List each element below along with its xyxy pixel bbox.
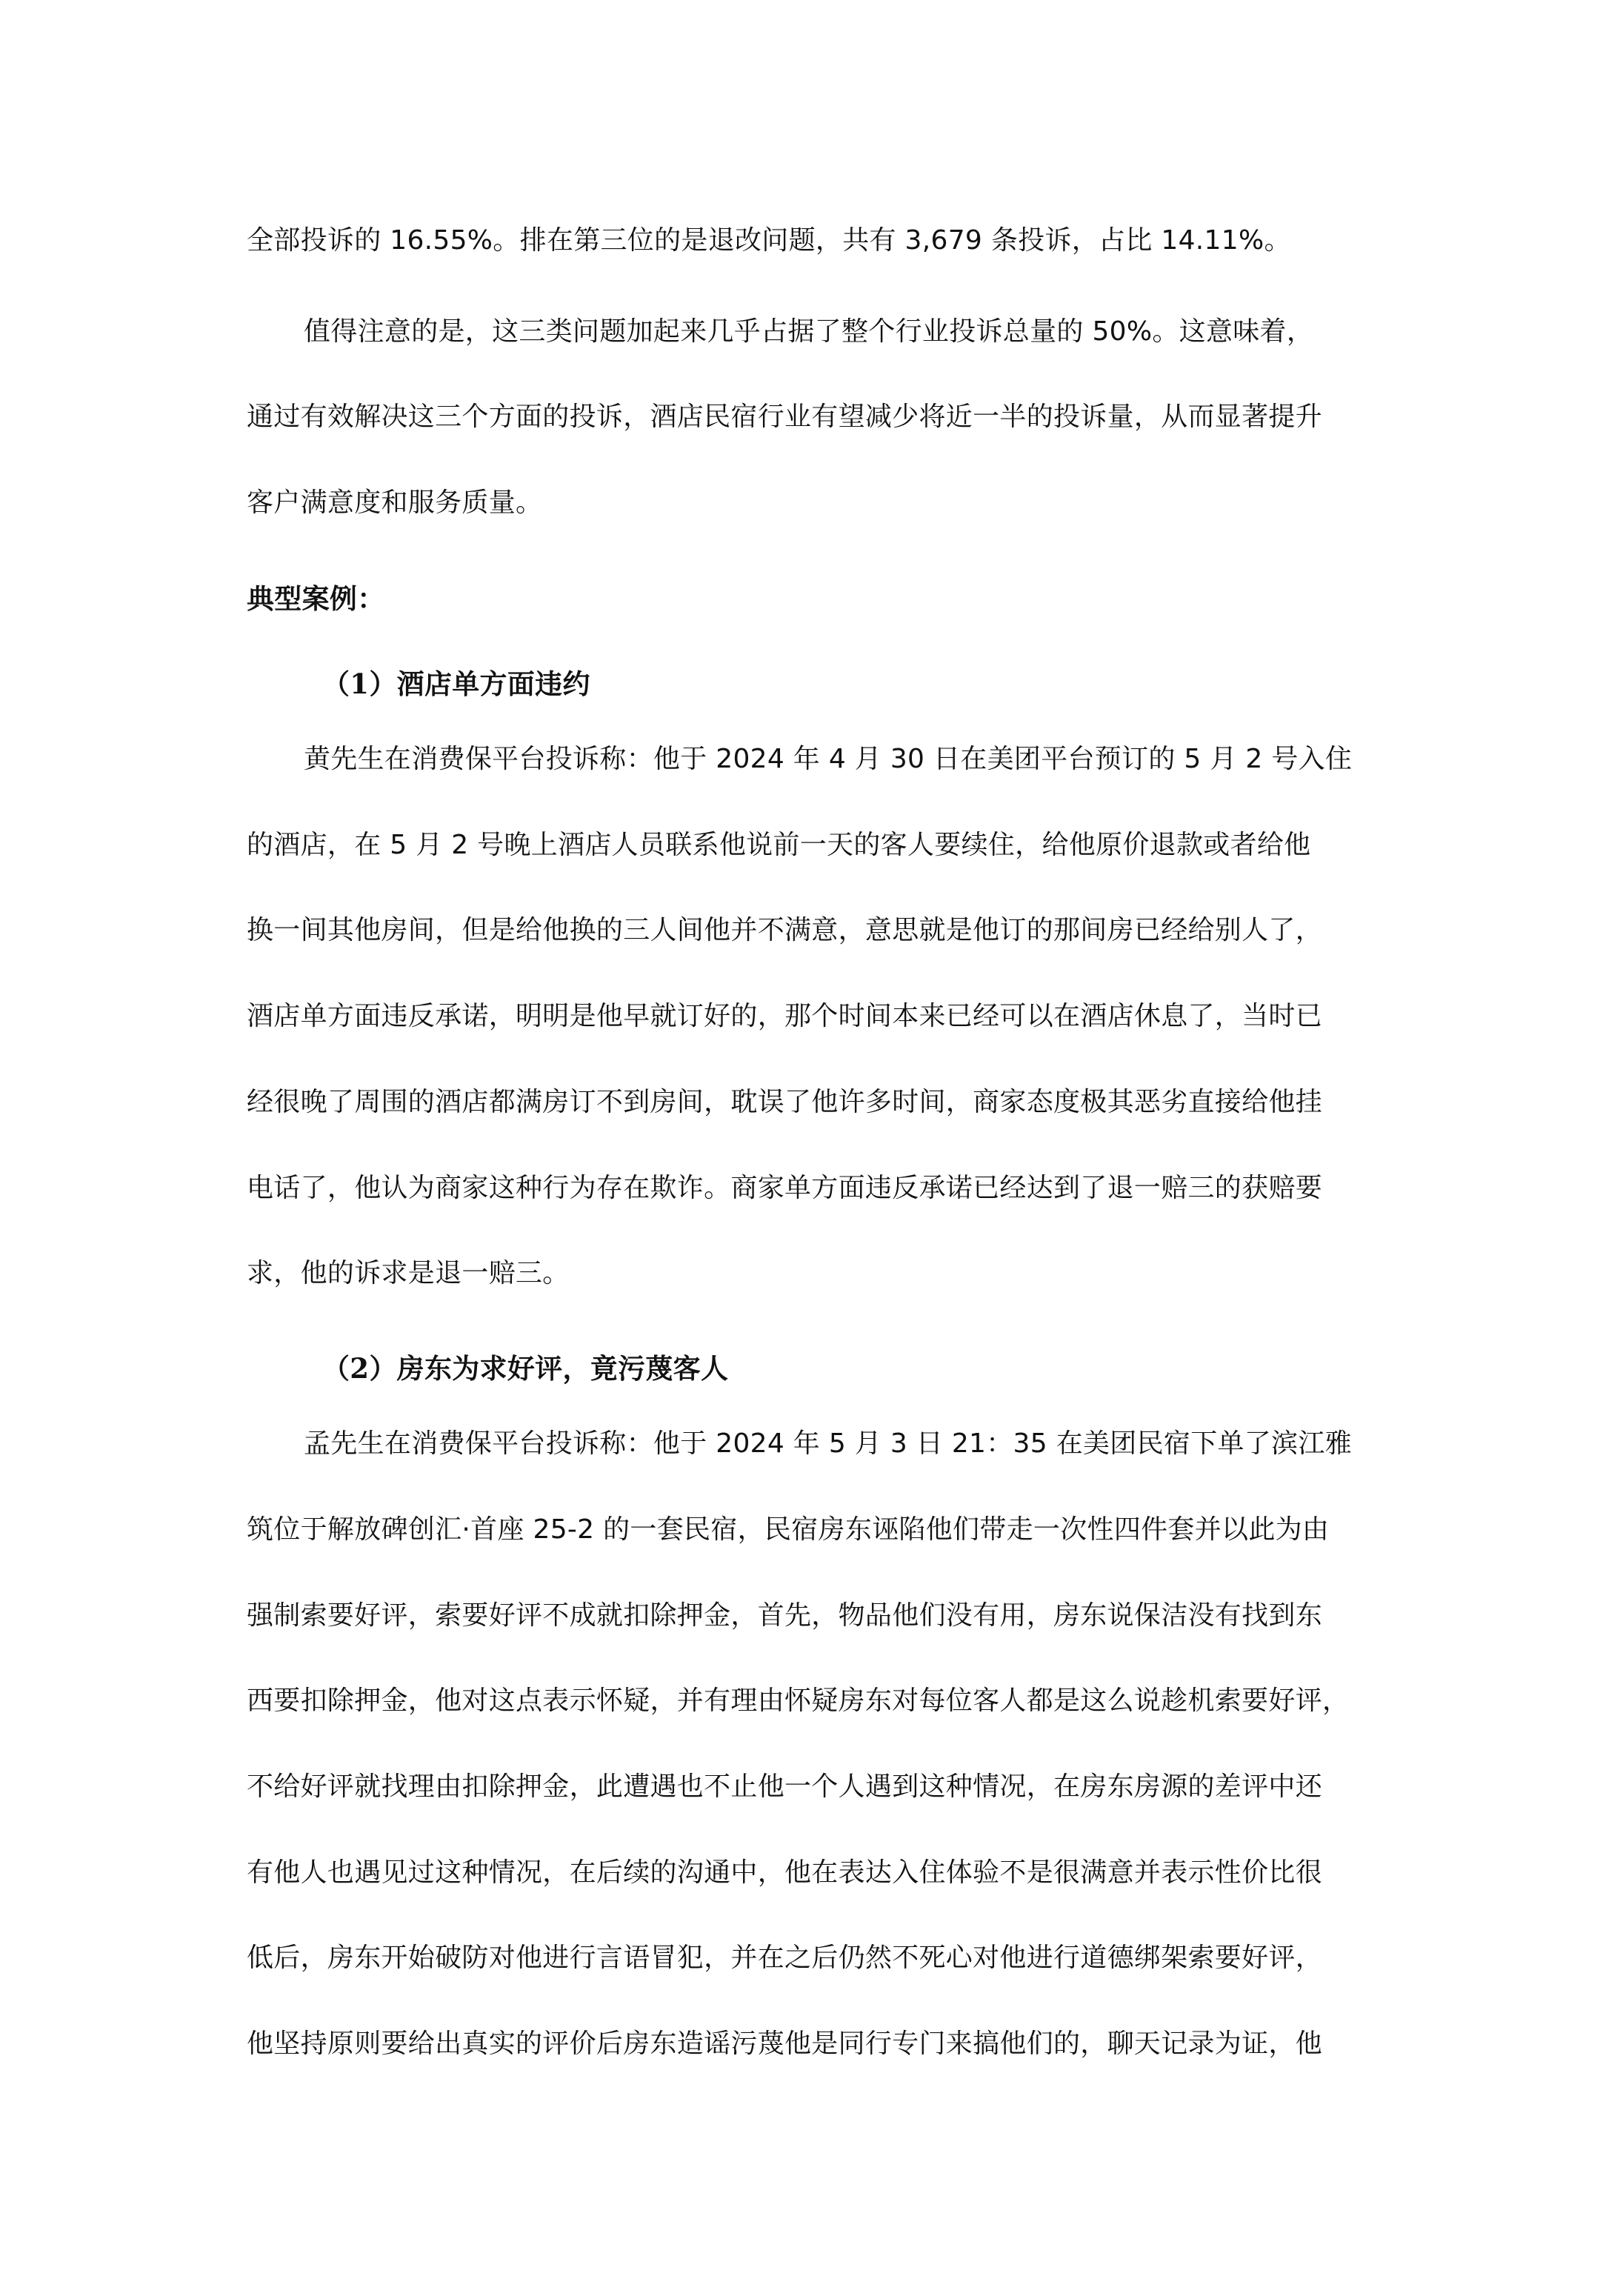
paragraph-line: 全部投诉的 16.55%。排在第三位的是退改问题，共有 3,679 条投诉，占比 14.11%。 <box>247 225 1291 256</box>
paragraph-line: 有他人也遇见过这种情况，在后续的沟通中，他在表达入住体验不是很满意并表示性价比很 <box>247 1857 1323 1888</box>
paragraph-line: 经很晚了周围的酒店都满房订不到房间，耽误了他许多时间，商家态度极其恶劣直接给他挂 <box>247 1087 1323 1117</box>
case-title: （1）酒店单方面违约 <box>322 668 590 700</box>
paragraph-line: 不给好评就找理由扣除押金，此遭遇也不止他一个人遇到这种情况，在房东房源的差评中还 <box>247 1771 1323 1802</box>
paragraph-line: 他坚持原则要给出真实的评价后房东造谣污蔑他是同行专门来搞他们的，聊天记录为证，他 <box>247 2029 1323 2059</box>
paragraph-line: 孟先生在消费保平台投诉称：他于 2024 年 5 月 3 日 21：35 在美团民宿下单了滨江雅 <box>304 1428 1352 1459</box>
paragraph-line: 电话了，他认为商家这种行为存在欺诈。商家单方面违反承诺已经达到了退一赔三的获赔要 <box>247 1173 1323 1203</box>
paragraph-line: 低后，房东开始破防对他进行言语冒犯，并在之后仍然不死心对他进行道德绑架索要好评， <box>247 1943 1323 1973</box>
paragraph-line: 客户满意度和服务质量。 <box>247 488 543 518</box>
paragraph-line: 筑位于解放碑创汇·首座 25-2 的一套民宿，民宿房东诬陷他们带走一次性四件套并以此为由 <box>247 1514 1330 1545</box>
paragraph-line: 求，他的诉求是退一赔三。 <box>247 1258 570 1288</box>
paragraph-line: 强制索要好评，索要好评不成就扣除押金，首先，物品他们没有用，房东说保洁没有找到东 <box>247 1600 1323 1631</box>
paragraph-line: 西要扣除押金，他对这点表示怀疑，并有理由怀疑房东对每位客人都是这么说趁机索要好评， <box>247 1686 1350 1716</box>
case-title: （2）房东为求好评，竟污蔑客人 <box>322 1352 729 1385</box>
paragraph-line: 通过有效解决这三个方面的投诉，酒店民宿行业有望减少将近一半的投诉量，从而显著提升 <box>247 402 1323 432</box>
paragraph-line: 换一间其他房间，但是给他换的三人间他并不满意，意思就是他订的那间房已经给别人了， <box>247 915 1323 945</box>
paragraph-line: 的酒店，在 5 月 2 号晚上酒店人员联系他说前一天的客人要续住，给他原价退款或者给他 <box>247 830 1311 860</box>
paragraph-line: 酒店单方面违反承诺，明明是他早就订好的，那个时间本来已经可以在酒店休息了，当时已 <box>247 1001 1323 1031</box>
paragraph-line: 黄先生在消费保平台投诉称：他于 2024 年 4 月 30 日在美团平台预订的 5 月 2 号入住 <box>304 744 1353 774</box>
section-heading: 典型案例： <box>247 582 385 615</box>
paragraph-line: 值得注意的是，这三类问题加起来几乎占据了整个行业投诉总量的 50%。这意味着， <box>304 316 1314 347</box>
